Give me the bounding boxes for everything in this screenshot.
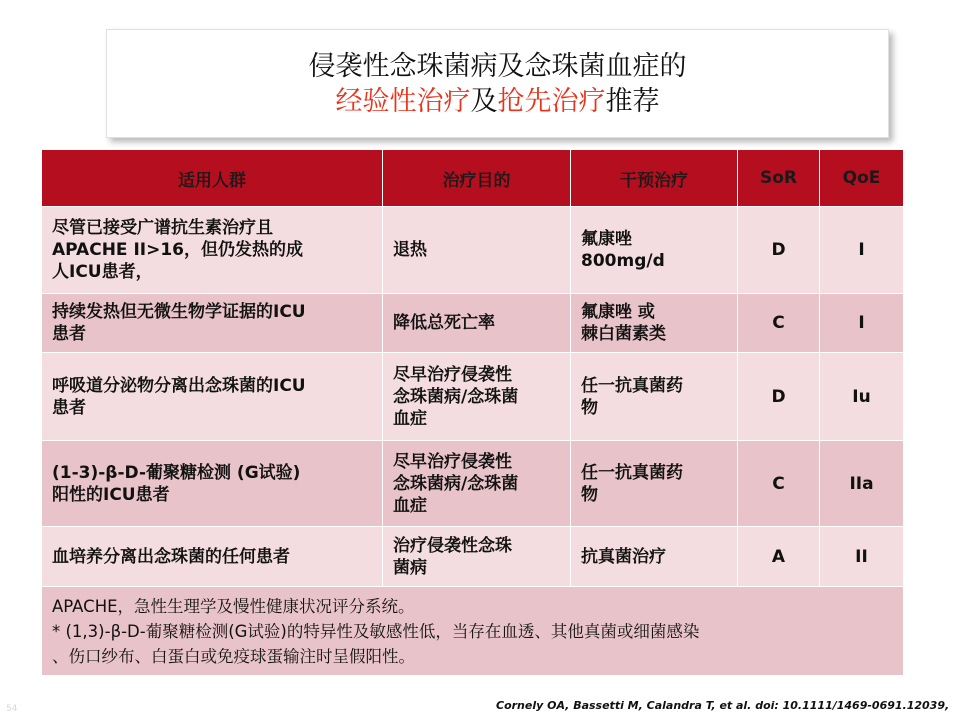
- header-goal: 治疗目的: [383, 150, 571, 207]
- cell-sor: C: [738, 294, 820, 353]
- cell-sor: D: [738, 207, 820, 294]
- header-intervention: 干预治疗: [571, 150, 738, 207]
- cell-population: 持续发热但无微生物学证据的ICU 患者: [42, 294, 383, 353]
- cell-qoe: I: [820, 294, 904, 353]
- table-footnote: [42, 587, 904, 676]
- slide-title-line-1: 侵袭性念珠菌病及念珠菌血症的: [308, 50, 687, 82]
- footnote-line: 、伤口纱布、白蛋白或免疫球蛋输注时呈假阳性。: [52, 646, 415, 666]
- cell-sor: A: [738, 527, 820, 587]
- cell-goal: 尽早治疗侵袭性 念珠菌病/念珠菌 血症: [383, 441, 571, 527]
- header-sor: SoR: [738, 150, 820, 207]
- cell-qoe: Iu: [820, 353, 904, 441]
- header-population: 适用人群: [42, 150, 383, 207]
- cell-intervention: 氟康唑 或 棘白菌素类: [571, 294, 738, 353]
- table-row: [42, 441, 904, 527]
- slide-title-line-2: [336, 84, 660, 119]
- cell-population: 尽管已接受广谱抗生素治疗且 APACHE II>16，但仍发热的成 人ICU患者，: [42, 207, 383, 294]
- cell-goal: 退热: [383, 207, 571, 294]
- title-empirical-therapy: 经验性治疗: [335, 85, 471, 117]
- title-preemptive-therapy: 抢先治疗: [497, 85, 606, 117]
- cell-population: 呼吸道分泌物分离出念珠菌的ICU 患者: [42, 353, 383, 441]
- footnote-line: APACHE，急性生理学及慢性健康状况评分系统。: [52, 596, 415, 616]
- cell-intervention: 任一抗真菌药 物: [571, 441, 738, 527]
- cell-sor: D: [738, 353, 820, 441]
- cell-qoe: II: [820, 527, 904, 587]
- cell-sor: C: [738, 441, 820, 527]
- footnote-line: * (1,3)-β-D-葡聚糖检测(G试验)的特异性及敏感性低，当存在血透、其他真菌或细菌感染: [52, 621, 700, 641]
- title-recommendation: 推荐: [605, 85, 660, 117]
- cell-qoe: I: [820, 207, 904, 294]
- cell-intervention: 抗真菌治疗: [571, 527, 738, 587]
- cell-goal: 尽早治疗侵袭性 念珠菌病/念珠菌 血症: [383, 353, 571, 441]
- page-number: 54: [6, 704, 18, 714]
- cell-goal: 治疗侵袭性念珠 菌病: [383, 527, 571, 587]
- table-row: [42, 353, 904, 441]
- cell-population: 血培养分离出念珠菌的任何患者: [42, 527, 383, 587]
- header-qoe: QoE: [820, 150, 904, 207]
- cell-qoe: IIa: [820, 441, 904, 527]
- cell-intervention: 任一抗真菌药 物: [571, 353, 738, 441]
- table-footnote-row: [42, 587, 904, 676]
- table-row: [42, 207, 904, 294]
- slide-title-box: [106, 29, 889, 138]
- cell-intervention: 氟康唑 800mg/d: [571, 207, 738, 294]
- table-row: [42, 527, 904, 587]
- recommendation-table: [41, 149, 904, 676]
- title-connector: 及: [470, 85, 498, 117]
- table-header-row: [42, 150, 904, 207]
- table-row: [42, 294, 904, 353]
- cell-goal: 降低总死亡率: [383, 294, 571, 353]
- cell-population: (1-3)-β-D-葡聚糖检测 (G试验) 阳性的ICU患者: [42, 441, 383, 527]
- citation: Cornely OA, Bassetti M, Calandra T, et al. doi: 10.1111/1469-0691.12039,: [496, 699, 950, 712]
